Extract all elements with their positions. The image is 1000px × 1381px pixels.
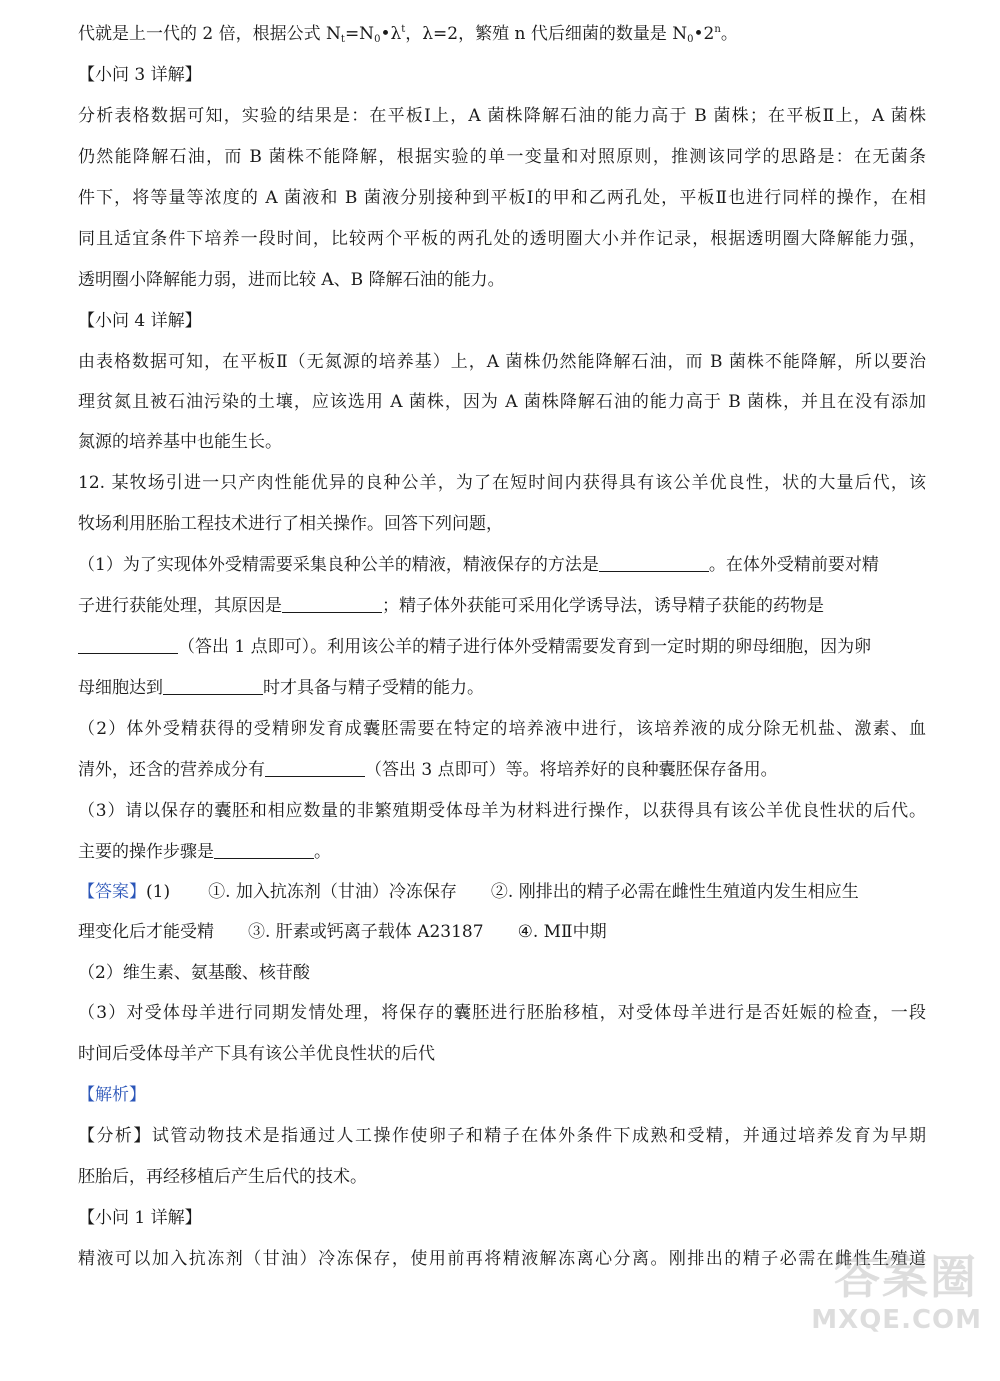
text-segment: 。在体外受精前要对精 [708, 555, 879, 575]
paragraph-line: 精液可以加入抗冻剂（甘油）冷冻保存，使用前再将精液解冻离心分离。刚排出的精子必需在雌性生殖道 [78, 1249, 926, 1269]
subquestion-1-line [78, 635, 926, 659]
formula-line [78, 22, 926, 46]
subscript-0: 0 [687, 34, 694, 45]
analysis-label: 【分析】 [78, 1126, 152, 1146]
text-segment: （答出 1 点即可）。利用该公羊的精子进行体外受精需要发育到一定时期的卵母细胞，因为卵 [178, 637, 872, 657]
answer-blank [78, 637, 178, 654]
text-segment: 主要的操作步骤是 [78, 842, 214, 862]
text-segment: •λ [380, 24, 402, 44]
text-segment: ③. 肝素或钙离子载体 A23187 [248, 922, 484, 942]
subquestion-1-line [78, 553, 926, 577]
text-segment: ，λ=2，繁殖 n 代后细菌的数量是 N [405, 24, 688, 44]
subquestion-1-heading: 【小问 1 详解】 [78, 1208, 202, 1228]
paragraph-line: 理贫氮且被石油污染的土壤，应该选用 A 菌株，因为 A 菌株降解石油的能力高于 B 菌株，并且在没有添加 [78, 392, 926, 412]
site-watermark [808, 1241, 988, 1351]
subquestion-4-heading: 【小问 4 详解】 [78, 311, 202, 331]
text-segment: 。 [314, 842, 331, 862]
text-segment: 。 [720, 24, 738, 44]
paragraph-line: 同且适宜条件下培养一段时间，比较两个平板的两孔处的透明圈大小并作记录，根据透明圈大降解能力强， [78, 229, 926, 249]
analysis-line: 胚胎后，再经移植后产生后代的技术。 [78, 1167, 367, 1187]
text-segment: 母细胞达到 [78, 678, 163, 698]
answer-line [78, 880, 926, 904]
subquestion-3-line: （3）请以保存的囊胚和相应数量的非繁殖期受体母羊为材料进行操作，以获得具有该公羊优良性状的后代。 [78, 801, 926, 821]
watermark-url: MXQE.COM [811, 1305, 982, 1335]
answer-line: 时间后受体母羊产下具有该公羊优良性状的后代 [78, 1044, 435, 1064]
question-12-line: 12. 某牧场引进一只产肉性能优异的良种公羊，为了在短时间内获得具有该公羊优良性，状的大量后代，该 [78, 473, 926, 493]
text-segment: 理变化后才能受精 [78, 922, 214, 942]
text-segment: ；精子体外获能可采用化学诱导法，诱导精子获能的药物是 [382, 596, 824, 616]
superscript-t: t [401, 24, 406, 35]
subscript-0: 0 [374, 34, 381, 45]
paragraph-line: 由表格数据可知，在平板Ⅱ（无氮源的培养基）上，A 菌株仍然能降解石油，而 B 菌株不能降解，所以要治 [78, 352, 926, 372]
text-segment: •2 [693, 24, 715, 44]
paragraph-line: 仍然能降解石油，而 B 菌株不能降解，根据实验的单一变量和对照原则，推测该同学的思路是：在无菌条 [78, 147, 926, 167]
text-segment: ①. 加入抗冻剂（甘油）冷冻保存 [208, 882, 457, 902]
paragraph-line: 透明圈小降解能力弱，进而比较 A、B 降解石油的能力。 [78, 270, 505, 290]
analysis-line [78, 1124, 926, 1148]
text-segment: （1）为了实现体外受精需要采集良种公羊的精液，精液保存的方法是 [78, 555, 599, 575]
subquestion-1-line [78, 594, 926, 618]
superscript-n: n [714, 24, 721, 35]
answer-blank [214, 842, 314, 859]
text-segment: 子进行获能处理，其原因是 [78, 596, 282, 616]
subquestion-2-line: （2）体外受精获得的受精卵发育成囊胚需要在特定的培养液中进行，该培养液的成分除无机盐、激素、血 [78, 719, 926, 739]
text-segment: =N [344, 24, 375, 44]
answer-line [78, 920, 926, 944]
text-segment: (1) [146, 882, 171, 902]
paragraph-line: 分析表格数据可知，实验的结果是：在平板Ⅰ上，A 菌株降解石油的能力高于 B 菌株；在平板Ⅱ上，A 菌株 [78, 106, 926, 126]
answer-blank [265, 760, 365, 777]
paragraph-line: 件下，将等量等浓度的 A 菌液和 B 菌液分别接种到平板Ⅰ的甲和乙两孔处，平板Ⅱ也进行同样的操作，在相 [78, 188, 926, 208]
text-segment: 时才具备与精子受精的能力。 [263, 678, 484, 698]
subquestion-3-line [78, 840, 926, 864]
subquestion-1-line [78, 676, 926, 700]
answer-blank [282, 596, 382, 613]
question-12-line: 牧场利用胚胎工程技术进行了相关操作。回答下列问题， [78, 514, 503, 534]
answer-blank [163, 678, 263, 695]
text-segment: ④. MⅡ中期 [517, 922, 607, 942]
answer-line: （3）对受体母羊进行同期发情处理，将保存的囊胚进行胚胎移植，对受体母羊进行是否妊娠的检查，一段 [78, 1003, 926, 1023]
subquestion-3-heading: 【小问 3 详解】 [78, 65, 202, 85]
answer-blank [599, 555, 709, 572]
paragraph-line: 氮源的培养基中也能生长。 [78, 432, 282, 452]
text-segment: 试管动物技术是指通过人工操作使卵子和精子在体外条件下成熟和受精，并通过培养发育为早期 [151, 1126, 927, 1146]
analysis-heading: 【解析】 [78, 1085, 146, 1105]
answer-label: 【答案】 [78, 882, 146, 902]
text-segment: 清外，还含的营养成分有 [78, 760, 265, 780]
subquestion-2-line [78, 758, 926, 782]
answer-line: （2）维生素、氨基酸、核苷酸 [78, 963, 310, 983]
watermark-logo: 答案圈 [834, 1250, 978, 1304]
text-segment: ②. 刚排出的精子必需在雌性生殖道内发生相应生 [490, 882, 859, 902]
text-segment: 代就是上一代的 2 倍，根据公式 N [78, 24, 341, 44]
subscript-t: t [340, 34, 345, 45]
text-segment: （答出 3 点即可）等。将培养好的良种囊胚保存备用。 [365, 760, 778, 780]
